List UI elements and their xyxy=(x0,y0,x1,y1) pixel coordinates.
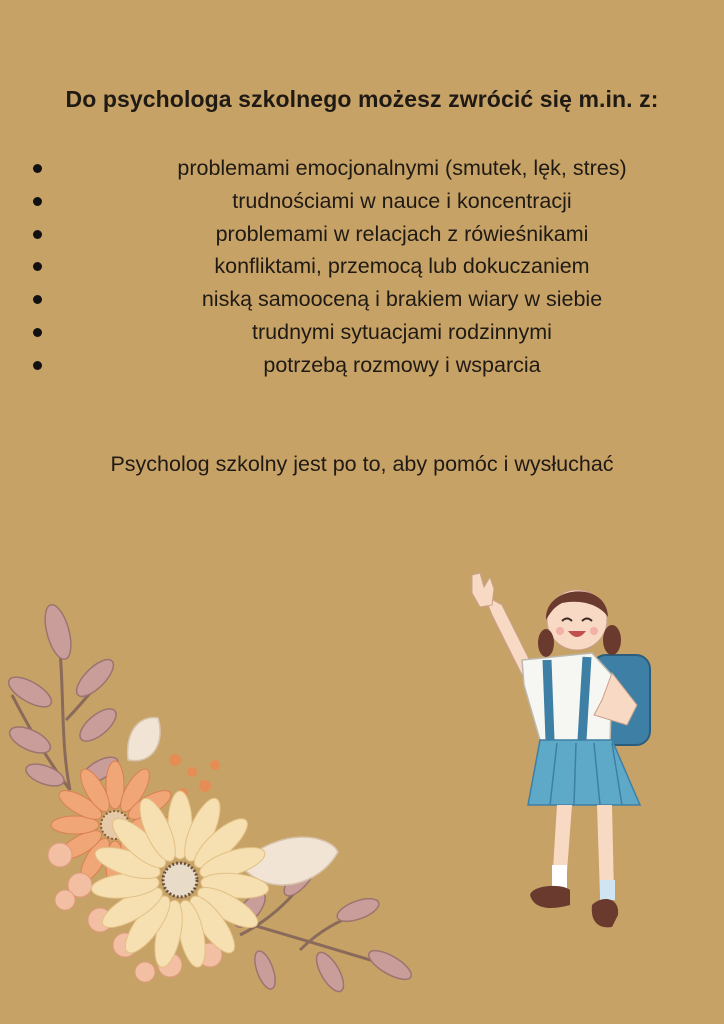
poster-heading: Do psychologa szkolnego możesz zwrócić się m.in. z: xyxy=(65,86,659,112)
topics-list xyxy=(0,152,724,382)
list-item-text: problemami w relacjach z rówieśnikami xyxy=(215,221,589,246)
list-item xyxy=(0,283,724,316)
schoolgirl-illustration xyxy=(462,565,662,955)
list-item xyxy=(0,218,724,251)
bullet-icon xyxy=(33,262,42,271)
list-item-text: konfliktami, przemocą lub dokuczaniem xyxy=(214,254,590,279)
list-item xyxy=(0,349,724,382)
list-item-text: trudnościami w nauce i koncentracji xyxy=(232,188,572,213)
closing-text: Psycholog szkolny jest po to, aby pomóc i wysłuchać xyxy=(110,452,614,476)
bullet-icon xyxy=(33,164,42,173)
list-item xyxy=(0,185,724,218)
list-item-text: niską samooceną i brakiem wiary w siebie xyxy=(201,287,603,312)
list-item xyxy=(0,250,724,283)
bullet-icon xyxy=(33,361,42,370)
list-item xyxy=(0,152,724,185)
bullet-icon xyxy=(33,295,42,304)
bullet-icon xyxy=(33,328,42,337)
bullet-icon xyxy=(33,197,42,206)
list-item xyxy=(0,316,724,349)
bullet-icon xyxy=(33,230,42,239)
flower-bouquet-illustration xyxy=(0,600,430,1024)
list-item-text: potrzebą rozmowy i wsparcia xyxy=(263,352,541,377)
list-item-text: problemami emocjonalnymi (smutek, lęk, stres) xyxy=(177,156,627,180)
list-item-text: trudnymi sytuacjami rodzinnymi xyxy=(252,319,552,344)
